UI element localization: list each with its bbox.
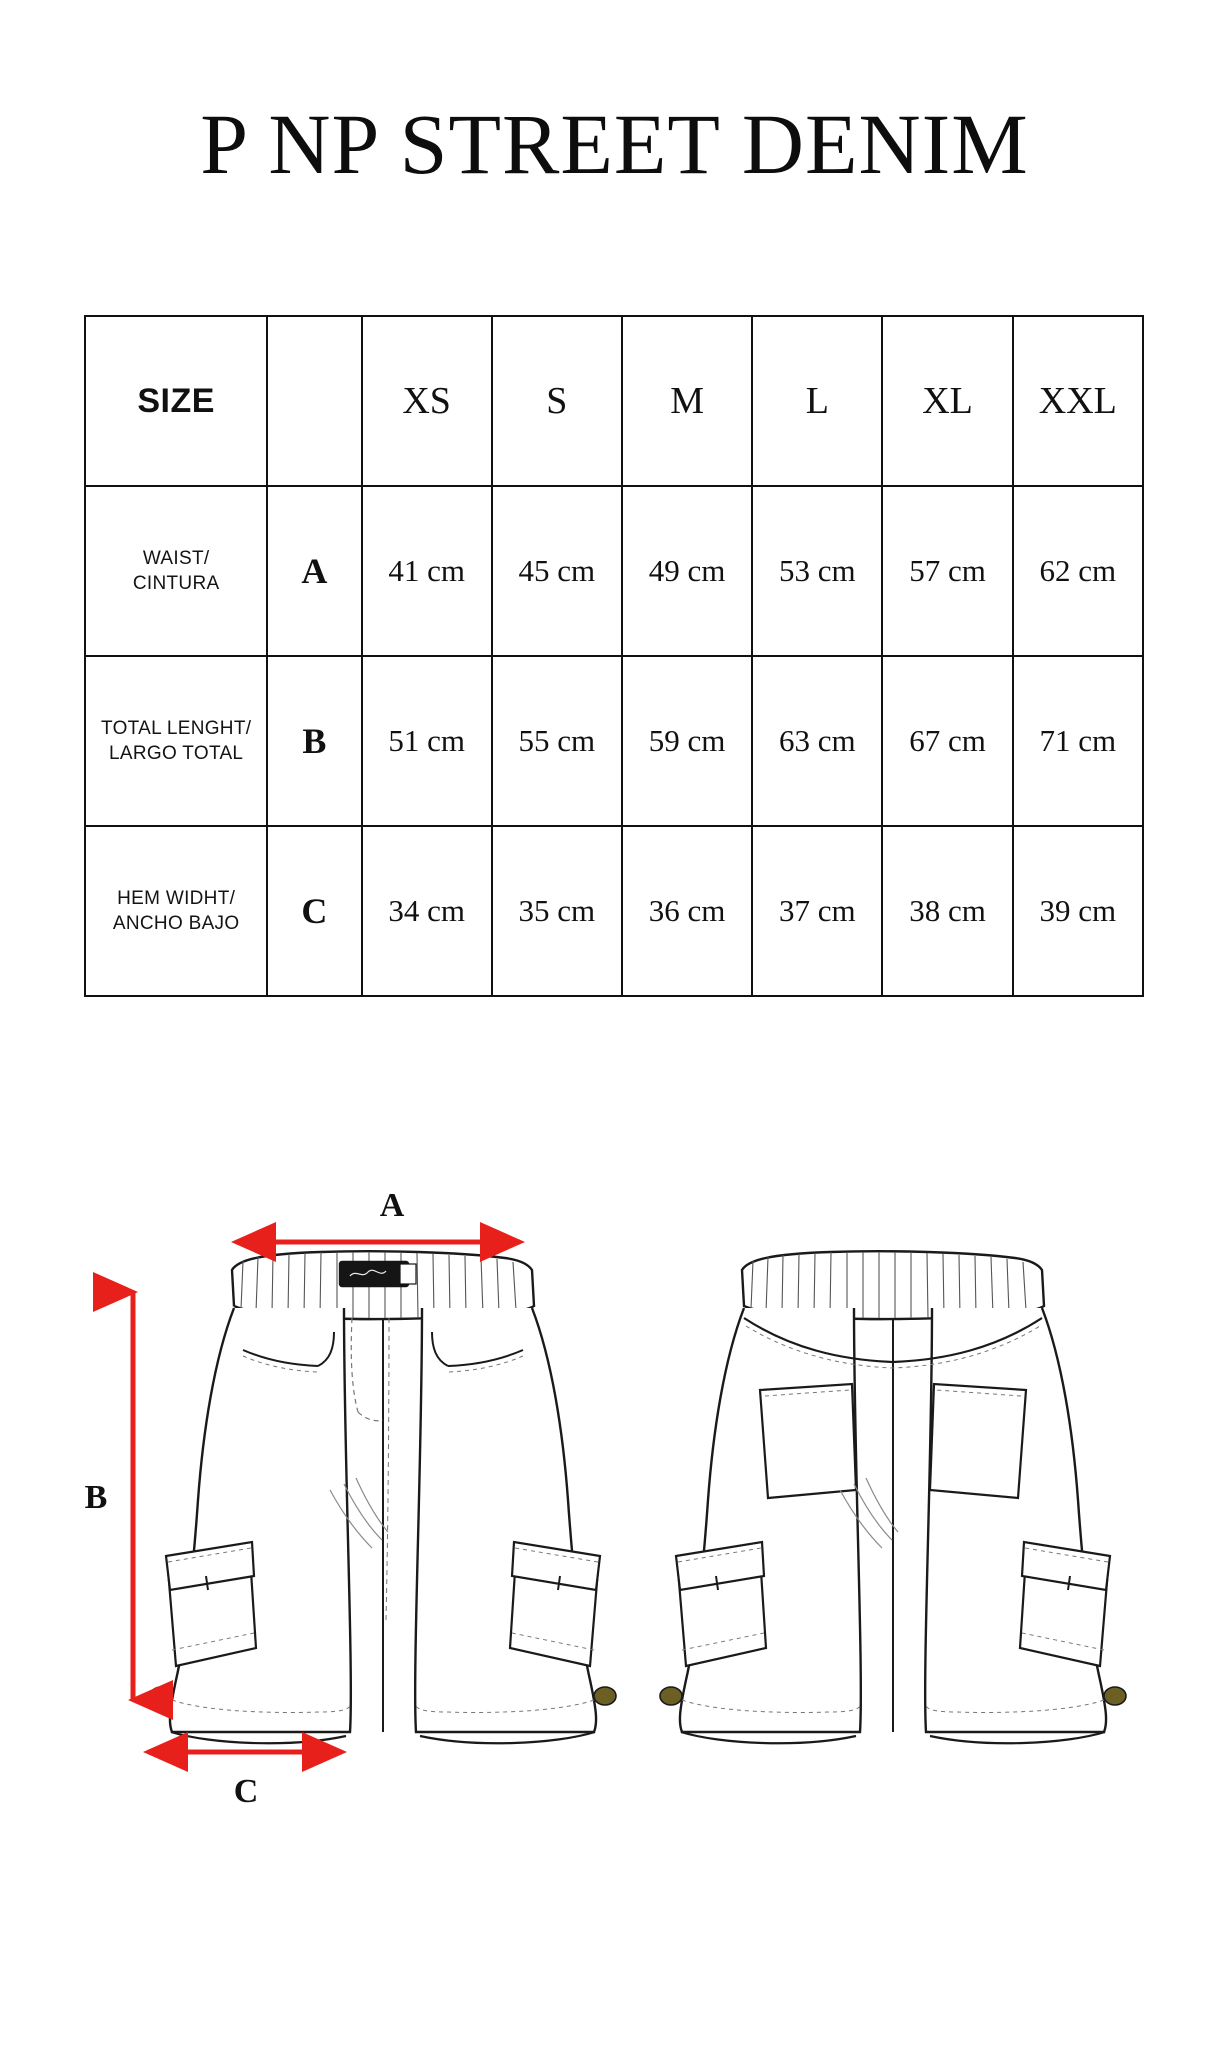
header-key-blank xyxy=(267,316,361,486)
page-title: P NP STREET DENIM xyxy=(200,96,1029,192)
brand-label-patch xyxy=(340,1262,408,1286)
row-label-line1: TOTAL LENGHT/ xyxy=(101,718,252,739)
shorts-front-illustration xyxy=(150,1251,616,1743)
cell-hem-xl: 38 cm xyxy=(882,826,1012,996)
cell-waist-xl: 57 cm xyxy=(882,486,1012,656)
cell-waist-xs: 41 cm xyxy=(362,486,492,656)
cell-hem-s: 35 cm xyxy=(492,826,622,996)
header-size-xl: XL xyxy=(882,316,1012,486)
cell-hem-xxl: 39 cm xyxy=(1013,826,1143,996)
cell-waist-m: 49 cm xyxy=(622,486,752,656)
cell-hem-m: 36 cm xyxy=(622,826,752,996)
row-label-line2: ANCHO BAJO xyxy=(112,913,240,934)
size-chart-table xyxy=(84,315,1144,997)
row-label-line2: CINTURA xyxy=(132,573,220,594)
row-label-line2: LARGO TOTAL xyxy=(109,743,244,764)
cord-toggle-icon xyxy=(1104,1687,1126,1705)
table-row xyxy=(85,826,1143,996)
cell-hem-xs: 34 cm xyxy=(362,826,492,996)
measure-c-label: C xyxy=(233,1773,259,1810)
header-size-l: L xyxy=(752,316,882,486)
row-label-line1: HEM WIDHT/ xyxy=(117,888,236,909)
measure-b-label: B xyxy=(84,1479,108,1516)
cell-waist-s: 45 cm xyxy=(492,486,622,656)
cord-toggle-icon xyxy=(660,1687,682,1705)
cord-toggle-icon xyxy=(150,1687,172,1705)
table-row xyxy=(85,486,1143,656)
header-size-xs: XS xyxy=(362,316,492,486)
row-key-b: B xyxy=(267,656,361,826)
cell-length-s: 55 cm xyxy=(492,656,622,826)
header-size-s: S xyxy=(492,316,622,486)
cell-length-xxl: 71 cm xyxy=(1013,656,1143,826)
table-row xyxy=(85,656,1143,826)
shorts-back-illustration xyxy=(660,1251,1126,1743)
cell-length-xl: 67 cm xyxy=(882,656,1012,826)
row-label-waist xyxy=(85,486,267,656)
size-chart-table-wrapper xyxy=(84,315,1144,997)
header-size-xxl: XXL xyxy=(1013,316,1143,486)
row-label-hem-width xyxy=(85,826,267,996)
header-size-m: M xyxy=(622,316,752,486)
cell-waist-xxl: 62 cm xyxy=(1013,486,1143,656)
cell-waist-l: 53 cm xyxy=(752,486,882,656)
cell-hem-l: 37 cm xyxy=(752,826,882,996)
row-label-total-length xyxy=(85,656,267,826)
row-label-line1: WAIST/ xyxy=(142,548,210,569)
cell-length-xs: 51 cm xyxy=(362,656,492,826)
cell-length-m: 59 cm xyxy=(622,656,752,826)
row-key-a: A xyxy=(267,486,361,656)
cord-toggle-icon xyxy=(594,1687,616,1705)
table-header-row xyxy=(85,316,1143,486)
header-size-label: SIZE xyxy=(85,316,267,486)
garment-diagram xyxy=(0,1060,1229,1820)
row-key-c: C xyxy=(267,826,361,996)
measure-a-label: A xyxy=(379,1187,405,1224)
cell-length-l: 63 cm xyxy=(752,656,882,826)
